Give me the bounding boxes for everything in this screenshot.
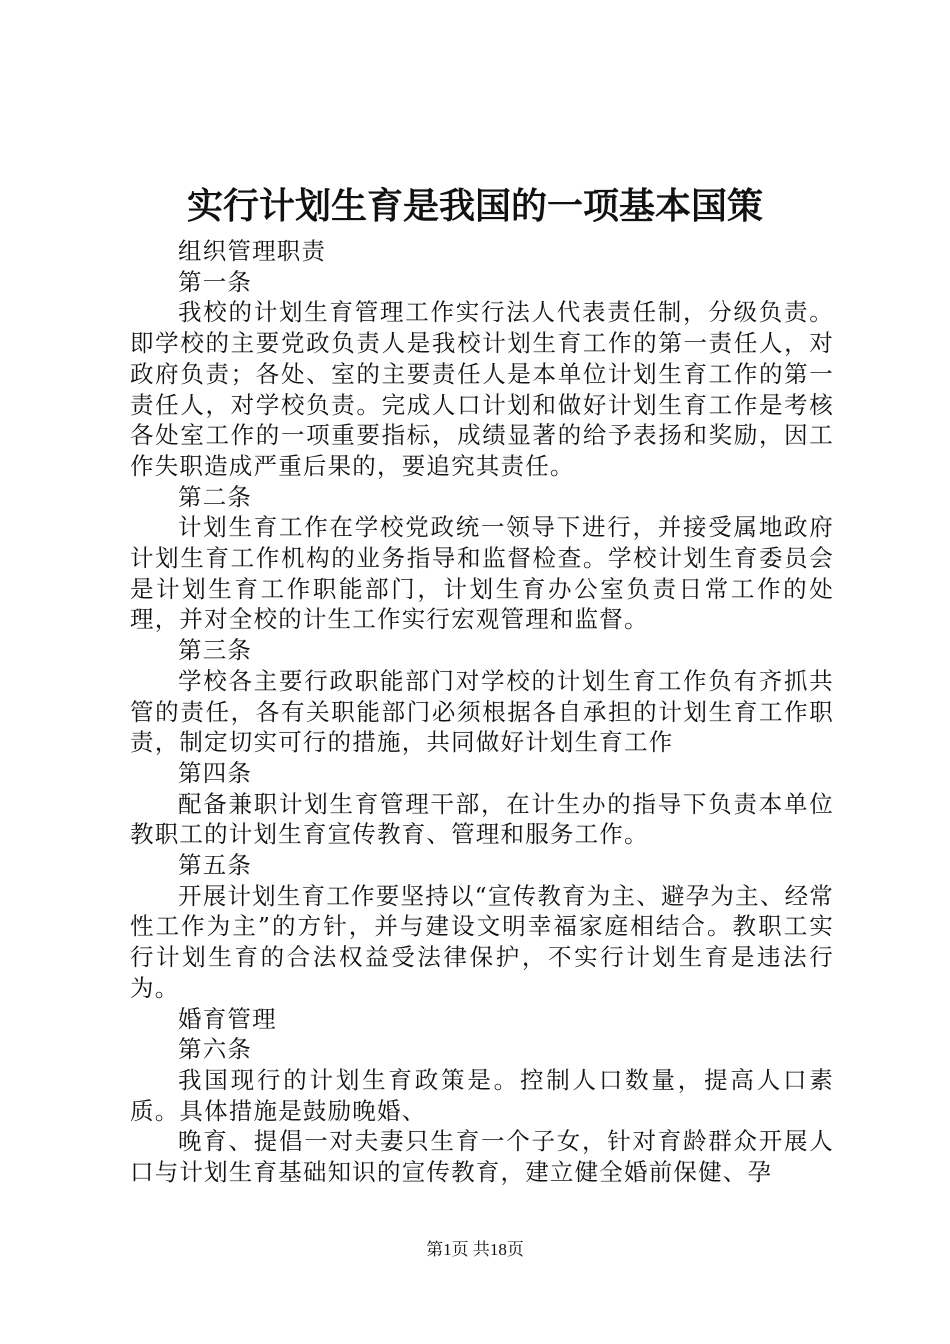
document-title: 实行计划生育是我国的一项基本国策 xyxy=(186,185,763,227)
document-body xyxy=(130,236,834,1188)
article-heading: 第四条 xyxy=(178,758,253,787)
section-heading: 婚育管理 xyxy=(178,1004,277,1033)
article-heading: 第一条 xyxy=(178,267,253,296)
section-heading: 组织管理职责 xyxy=(178,237,327,265)
article-heading: 第五条 xyxy=(178,851,253,880)
article-paragraph: 计划生育工作在学校党政统一领导下进行，并接受属地政府计划生育工作机构的业务指导和监督检查。学校计划生育委员会是计划生育工作职能部门，计划生育办公室负责日常工作的处理，并对全校的计生工作实行宏观管理和监督。 xyxy=(130,513,834,634)
article-paragraph: 学校各主要行政职能部门对学校的计划生育工作负有齐抓共管的责任，各有关职能部门必须根据各自承担的计划生育工作职责，制定切实可行的措施，共同做好计划生育工作 xyxy=(130,666,834,757)
article-paragraph: 配备兼职计划生育管理干部，在计生办的指导下负责本单位教职工的计划生育宣传教育、管理和服务工作。 xyxy=(130,789,834,849)
article-paragraph: 我校的计划生育管理工作实行法人代表责任制，分级负责。即学校的主要党政负责人是我校计划生育工作的第一责任人，对政府负责；各处、室的主要责任人是本单位计划生育工作的第一责任人，对学校负责。完成人口计划和做好计划生育工作是考核各处室工作的一项重要指标，成绩显著的给予表扬和奖励，因工作失职造成严重后果的，要追究其责任。 xyxy=(130,298,834,480)
article-heading: 第二条 xyxy=(178,482,253,511)
article-heading: 第六条 xyxy=(178,1035,253,1064)
article-paragraph: 晚育、提倡一对夫妻只生育一个子女，针对育龄群众开展人口与计划生育基础知识的宣传教育，建立健全婚前保健、孕 xyxy=(130,1127,834,1187)
article-heading: 第三条 xyxy=(178,636,253,665)
article-paragraph: 开展计划生育工作要坚持以“宣传教育为主、避孕为主、经常性工作为主”的方针，并与建设文明幸福家庭相结合。教职工实行计划生育的合法权益受法律保护，不实行计划生育是违法行为。 xyxy=(130,881,834,1002)
article-paragraph: 我国现行的计划生育政策是。控制人口数量，提高人口素质。具体措施是鼓励晚婚、 xyxy=(130,1065,834,1125)
page-number: 第1页 共18页 xyxy=(426,1240,524,1259)
